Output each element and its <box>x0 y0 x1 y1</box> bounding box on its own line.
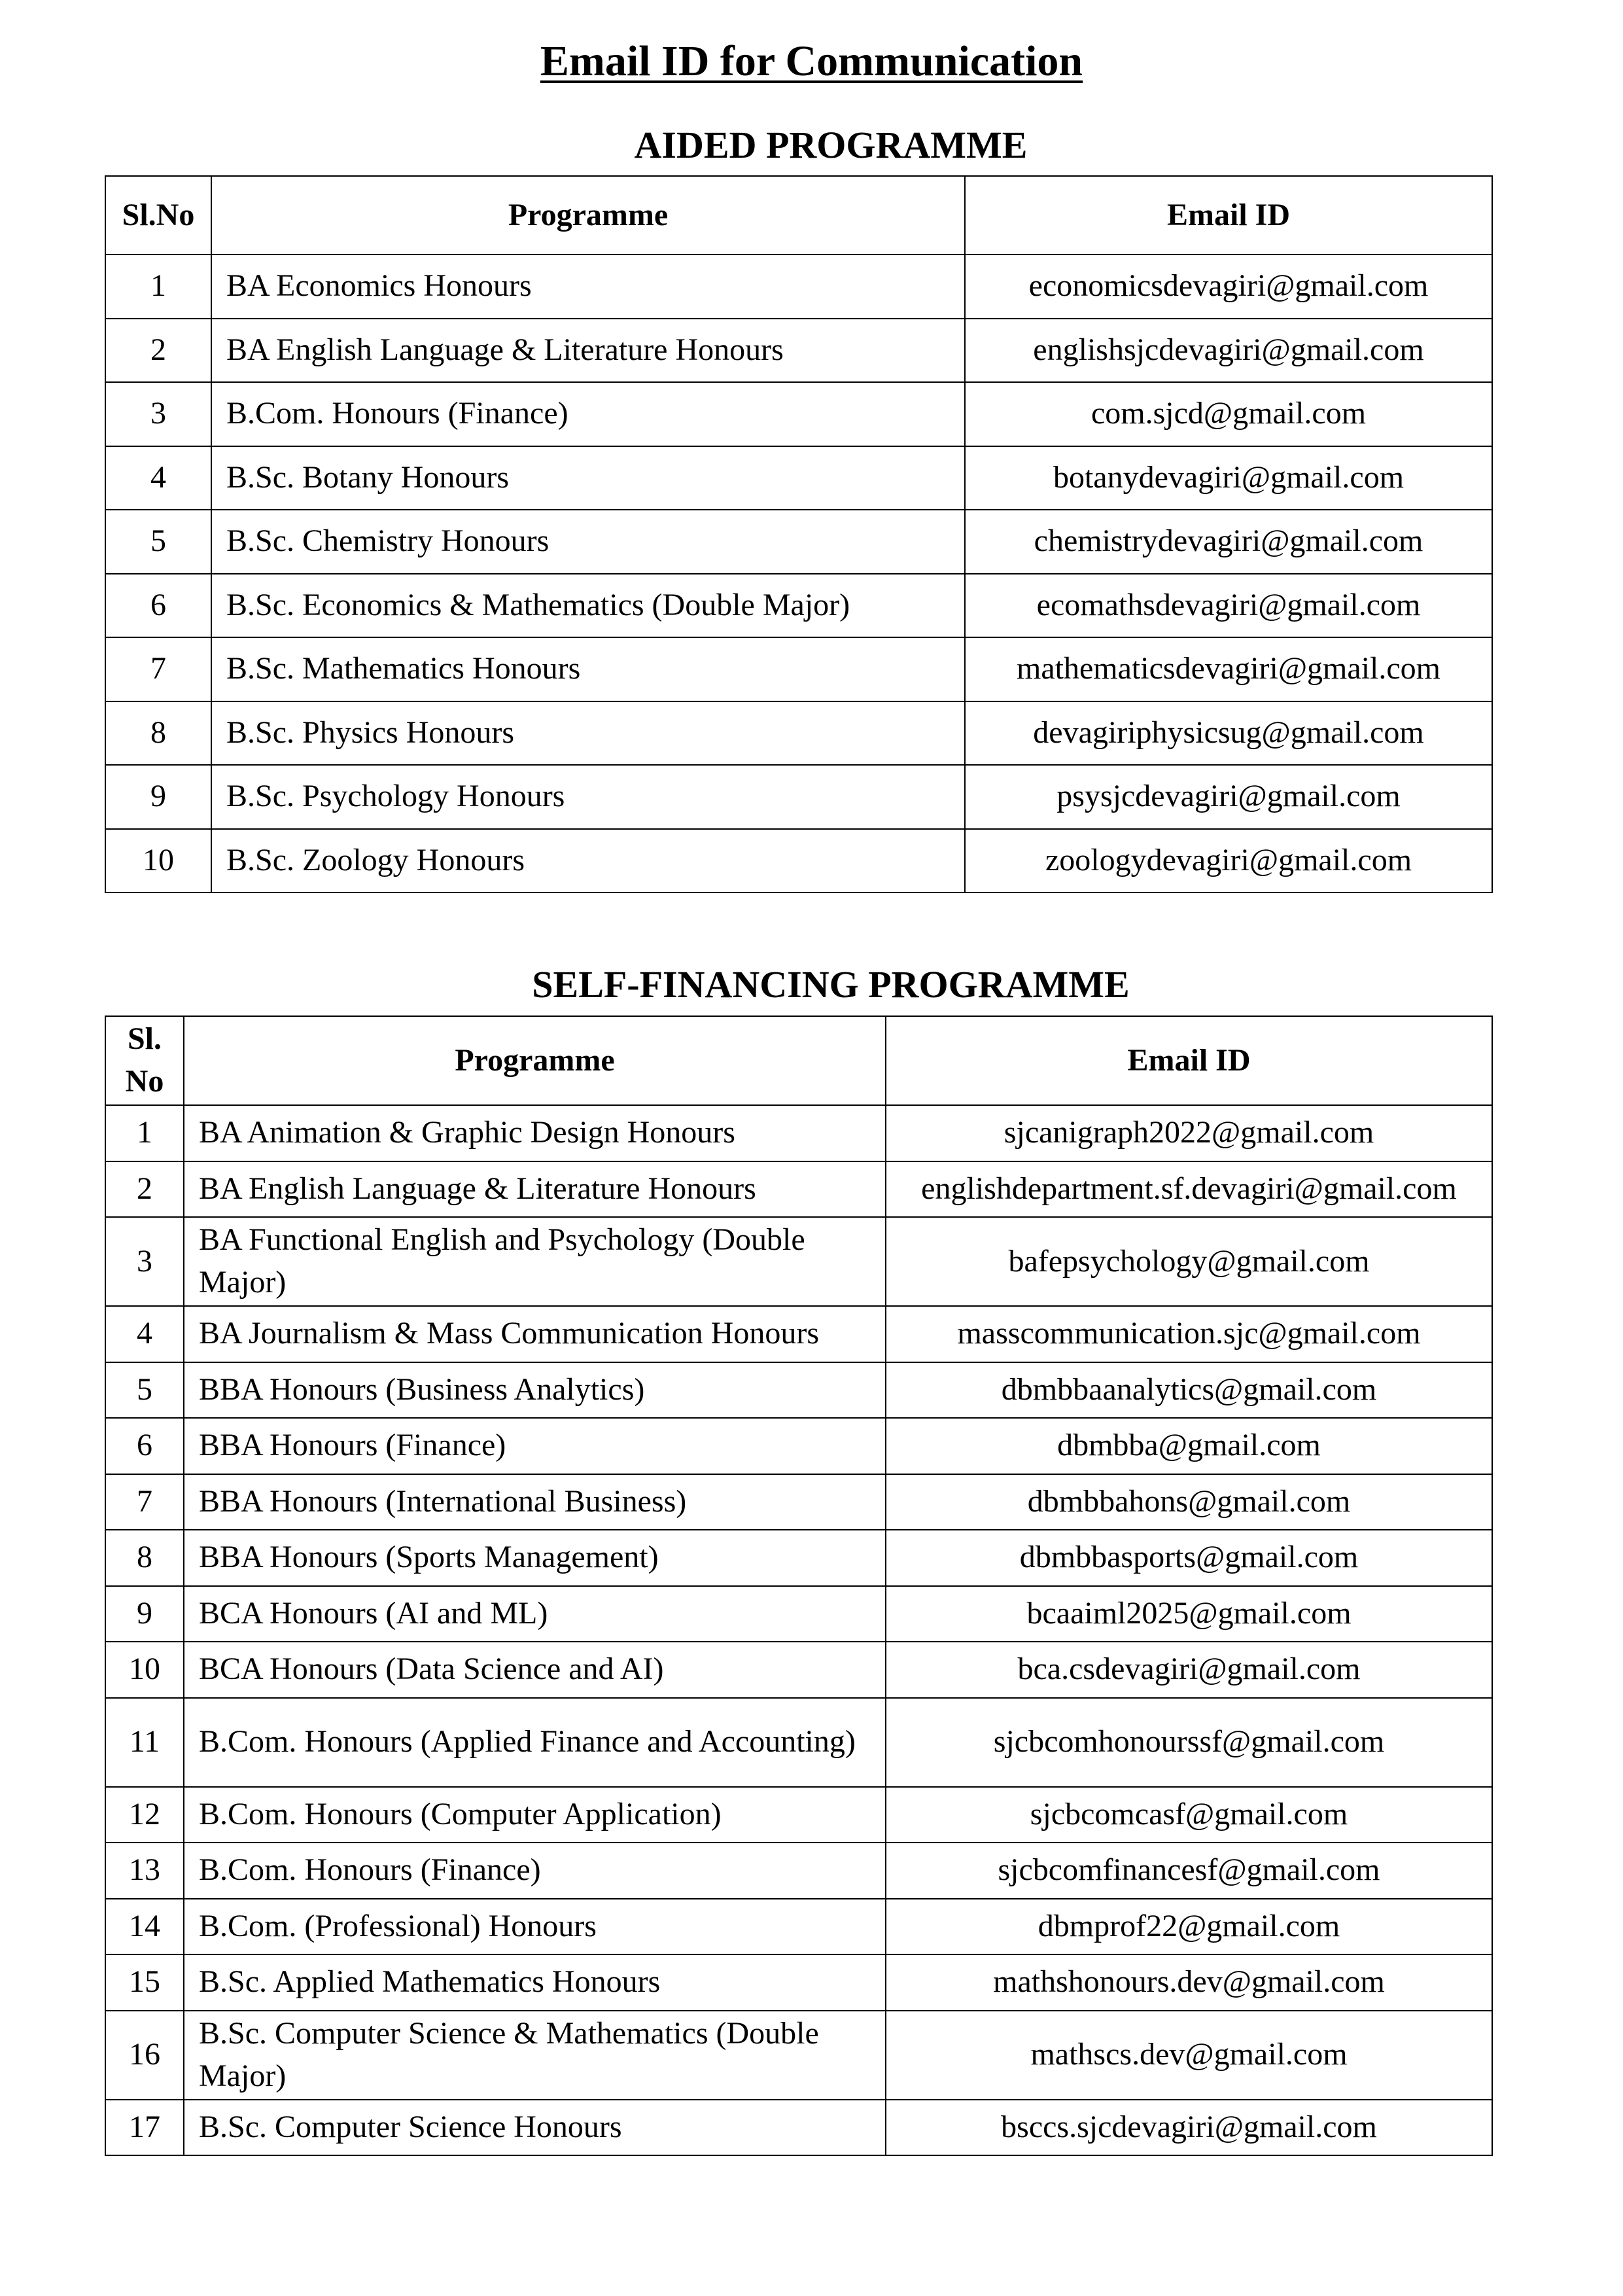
programme-cell: B.Com. Honours (Finance) <box>184 1843 886 1899</box>
table-header-row <box>105 176 1492 255</box>
sl-no-cell: 4 <box>105 1306 184 1362</box>
email-cell: sjcbcomhonourssf@gmail.com <box>886 1698 1492 1787</box>
programme-cell: BBA Honours (International Business) <box>184 1474 886 1530</box>
email-cell: englishdepartment.sf.devagiri@gmail.com <box>886 1161 1492 1218</box>
email-cell: masscommunication.sjc@gmail.com <box>886 1306 1492 1362</box>
table-row <box>105 382 1492 446</box>
email-cell: dbmbbaanalytics@gmail.com <box>886 1362 1492 1419</box>
email-cell: zoologydevagiri@gmail.com <box>965 829 1492 893</box>
programme-cell: BBA Honours (Sports Management) <box>184 1530 886 1586</box>
email-cell: bca.csdevagiri@gmail.com <box>886 1642 1492 1698</box>
table-row <box>105 1530 1492 1586</box>
sl-no-cell: 7 <box>105 1474 184 1530</box>
programme-cell: BA Journalism & Mass Communication Honours <box>184 1306 886 1362</box>
table-row <box>105 1899 1492 1955</box>
email-cell: dbmbbasports@gmail.com <box>886 1530 1492 1586</box>
email-cell: bsccs.sjcdevagiri@gmail.com <box>886 2100 1492 2156</box>
sl-no-cell: 13 <box>105 1843 184 1899</box>
programme-cell: B.Com. (Professional) Honours <box>184 1899 886 1955</box>
email-cell: englishsjcdevagiri@gmail.com <box>965 319 1492 383</box>
programme-cell: B.Sc. Computer Science & Mathematics (Double Major) <box>184 2011 886 2100</box>
programme-cell: B.Sc. Psychology Honours <box>211 765 965 829</box>
programme-cell: BA English Language & Literature Honours <box>184 1161 886 1218</box>
sl-no-cell: 8 <box>105 701 211 766</box>
programme-cell: BCA Honours (Data Science and AI) <box>184 1642 886 1698</box>
sl-no-cell: 2 <box>105 319 211 383</box>
self-financing-programme-table <box>105 1016 1493 2156</box>
table-header-row <box>105 1016 1492 1105</box>
programme-cell: BA Functional English and Psychology (Double Major) <box>184 1217 886 1306</box>
email-cell: sjcanigraph2022@gmail.com <box>886 1105 1492 1161</box>
email-cell: com.sjcd@gmail.com <box>965 382 1492 446</box>
email-cell: ecomathsdevagiri@gmail.com <box>965 574 1492 638</box>
programme-cell: BCA Honours (AI and ML) <box>184 1586 886 1642</box>
programme-cell: BA Economics Honours <box>211 255 965 319</box>
email-cell: mathematicsdevagiri@gmail.com <box>965 637 1492 701</box>
sl-no-cell: 9 <box>105 1586 184 1642</box>
sl-no-cell: 6 <box>105 574 211 638</box>
email-cell: mathscs.dev@gmail.com <box>886 2011 1492 2100</box>
table-row <box>105 1954 1492 2011</box>
column-header-programme: Programme <box>184 1016 886 1105</box>
sl-no-cell: 1 <box>105 1105 184 1161</box>
table-row <box>105 1787 1492 1843</box>
sl-no-cell: 16 <box>105 2011 184 2100</box>
column-header-sl-no: Sl.No <box>105 176 211 255</box>
table-row <box>105 255 1492 319</box>
table-row <box>105 1161 1492 1218</box>
sl-no-cell: 5 <box>105 1362 184 1419</box>
table-row <box>105 1105 1492 1161</box>
sl-no-cell: 11 <box>105 1698 184 1787</box>
table-row <box>105 1642 1492 1698</box>
programme-cell: B.Com. Honours (Applied Finance and Accounting) <box>184 1698 886 1787</box>
table-row <box>105 765 1492 829</box>
sl-no-cell: 8 <box>105 1530 184 1586</box>
programme-cell: B.Sc. Chemistry Honours <box>211 510 965 574</box>
sl-no-cell: 4 <box>105 446 211 510</box>
email-cell: botanydevagiri@gmail.com <box>965 446 1492 510</box>
table-row <box>105 1698 1492 1787</box>
self-financing-section-heading: SELF-FINANCING PROGRAMME <box>532 963 1130 1006</box>
table-row <box>105 2011 1492 2100</box>
email-cell: bcaaiml2025@gmail.com <box>886 1586 1492 1642</box>
email-cell: devagiriphysicsug@gmail.com <box>965 701 1492 766</box>
email-cell: mathshonours.dev@gmail.com <box>886 1954 1492 2011</box>
sl-no-cell: 3 <box>105 382 211 446</box>
sl-no-cell: 3 <box>105 1217 184 1306</box>
table-row <box>105 1418 1492 1474</box>
column-header-sl-no: Sl. No <box>105 1016 184 1105</box>
sl-no-cell: 10 <box>105 1642 184 1698</box>
programme-cell: B.Com. Honours (Computer Application) <box>184 1787 886 1843</box>
email-cell: dbmbbahons@gmail.com <box>886 1474 1492 1530</box>
sl-no-cell: 7 <box>105 637 211 701</box>
sl-no-cell: 14 <box>105 1899 184 1955</box>
table-row <box>105 829 1492 893</box>
email-cell: psysjcdevagiri@gmail.com <box>965 765 1492 829</box>
programme-cell: BA English Language & Literature Honours <box>211 319 965 383</box>
sl-no-cell: 1 <box>105 255 211 319</box>
table-row <box>105 701 1492 766</box>
table-row <box>105 637 1492 701</box>
programme-cell: B.Sc. Botany Honours <box>211 446 965 510</box>
programme-cell: B.Sc. Applied Mathematics Honours <box>184 1954 886 2011</box>
email-cell: dbmprof22@gmail.com <box>886 1899 1492 1955</box>
table-row <box>105 319 1492 383</box>
table-row <box>105 1362 1492 1419</box>
programme-cell: B.Sc. Physics Honours <box>211 701 965 766</box>
programme-cell: B.Sc. Computer Science Honours <box>184 2100 886 2156</box>
table-row <box>105 1306 1492 1362</box>
column-header-programme: Programme <box>211 176 965 255</box>
column-header-email-id: Email ID <box>886 1016 1492 1105</box>
email-cell: sjcbcomcasf@gmail.com <box>886 1787 1492 1843</box>
aided-section-heading: AIDED PROGRAMME <box>634 124 1028 166</box>
sl-no-cell: 17 <box>105 2100 184 2156</box>
programme-cell: B.Sc. Mathematics Honours <box>211 637 965 701</box>
table-row <box>105 1217 1492 1306</box>
programme-cell: B.Sc. Economics & Mathematics (Double Major) <box>211 574 965 638</box>
email-cell: sjcbcomfinancesf@gmail.com <box>886 1843 1492 1899</box>
table-row <box>105 2100 1492 2156</box>
aided-programme-table <box>105 175 1493 893</box>
table-row <box>105 574 1492 638</box>
programme-cell: B.Com. Honours (Finance) <box>211 382 965 446</box>
programme-cell: BA Animation & Graphic Design Honours <box>184 1105 886 1161</box>
programme-cell: B.Sc. Zoology Honours <box>211 829 965 893</box>
email-cell: bafepsychology@gmail.com <box>886 1217 1492 1306</box>
sl-no-cell: 15 <box>105 1954 184 2011</box>
column-header-email-id: Email ID <box>965 176 1492 255</box>
sl-no-cell: 9 <box>105 765 211 829</box>
table-row <box>105 1843 1492 1899</box>
table-row <box>105 510 1492 574</box>
email-cell: economicsdevagiri@gmail.com <box>965 255 1492 319</box>
programme-cell: BBA Honours (Business Analytics) <box>184 1362 886 1419</box>
sl-no-cell: 6 <box>105 1418 184 1474</box>
table-row <box>105 1586 1492 1642</box>
sl-no-cell: 10 <box>105 829 211 893</box>
table-row <box>105 1474 1492 1530</box>
programme-cell: BBA Honours (Finance) <box>184 1418 886 1474</box>
sl-no-cell: 5 <box>105 510 211 574</box>
email-cell: dbmbba@gmail.com <box>886 1418 1492 1474</box>
sl-no-cell: 2 <box>105 1161 184 1218</box>
email-cell: chemistrydevagiri@gmail.com <box>965 510 1492 574</box>
page-title: Email ID for Communication <box>540 37 1083 85</box>
table-row <box>105 446 1492 510</box>
sl-no-cell: 12 <box>105 1787 184 1843</box>
